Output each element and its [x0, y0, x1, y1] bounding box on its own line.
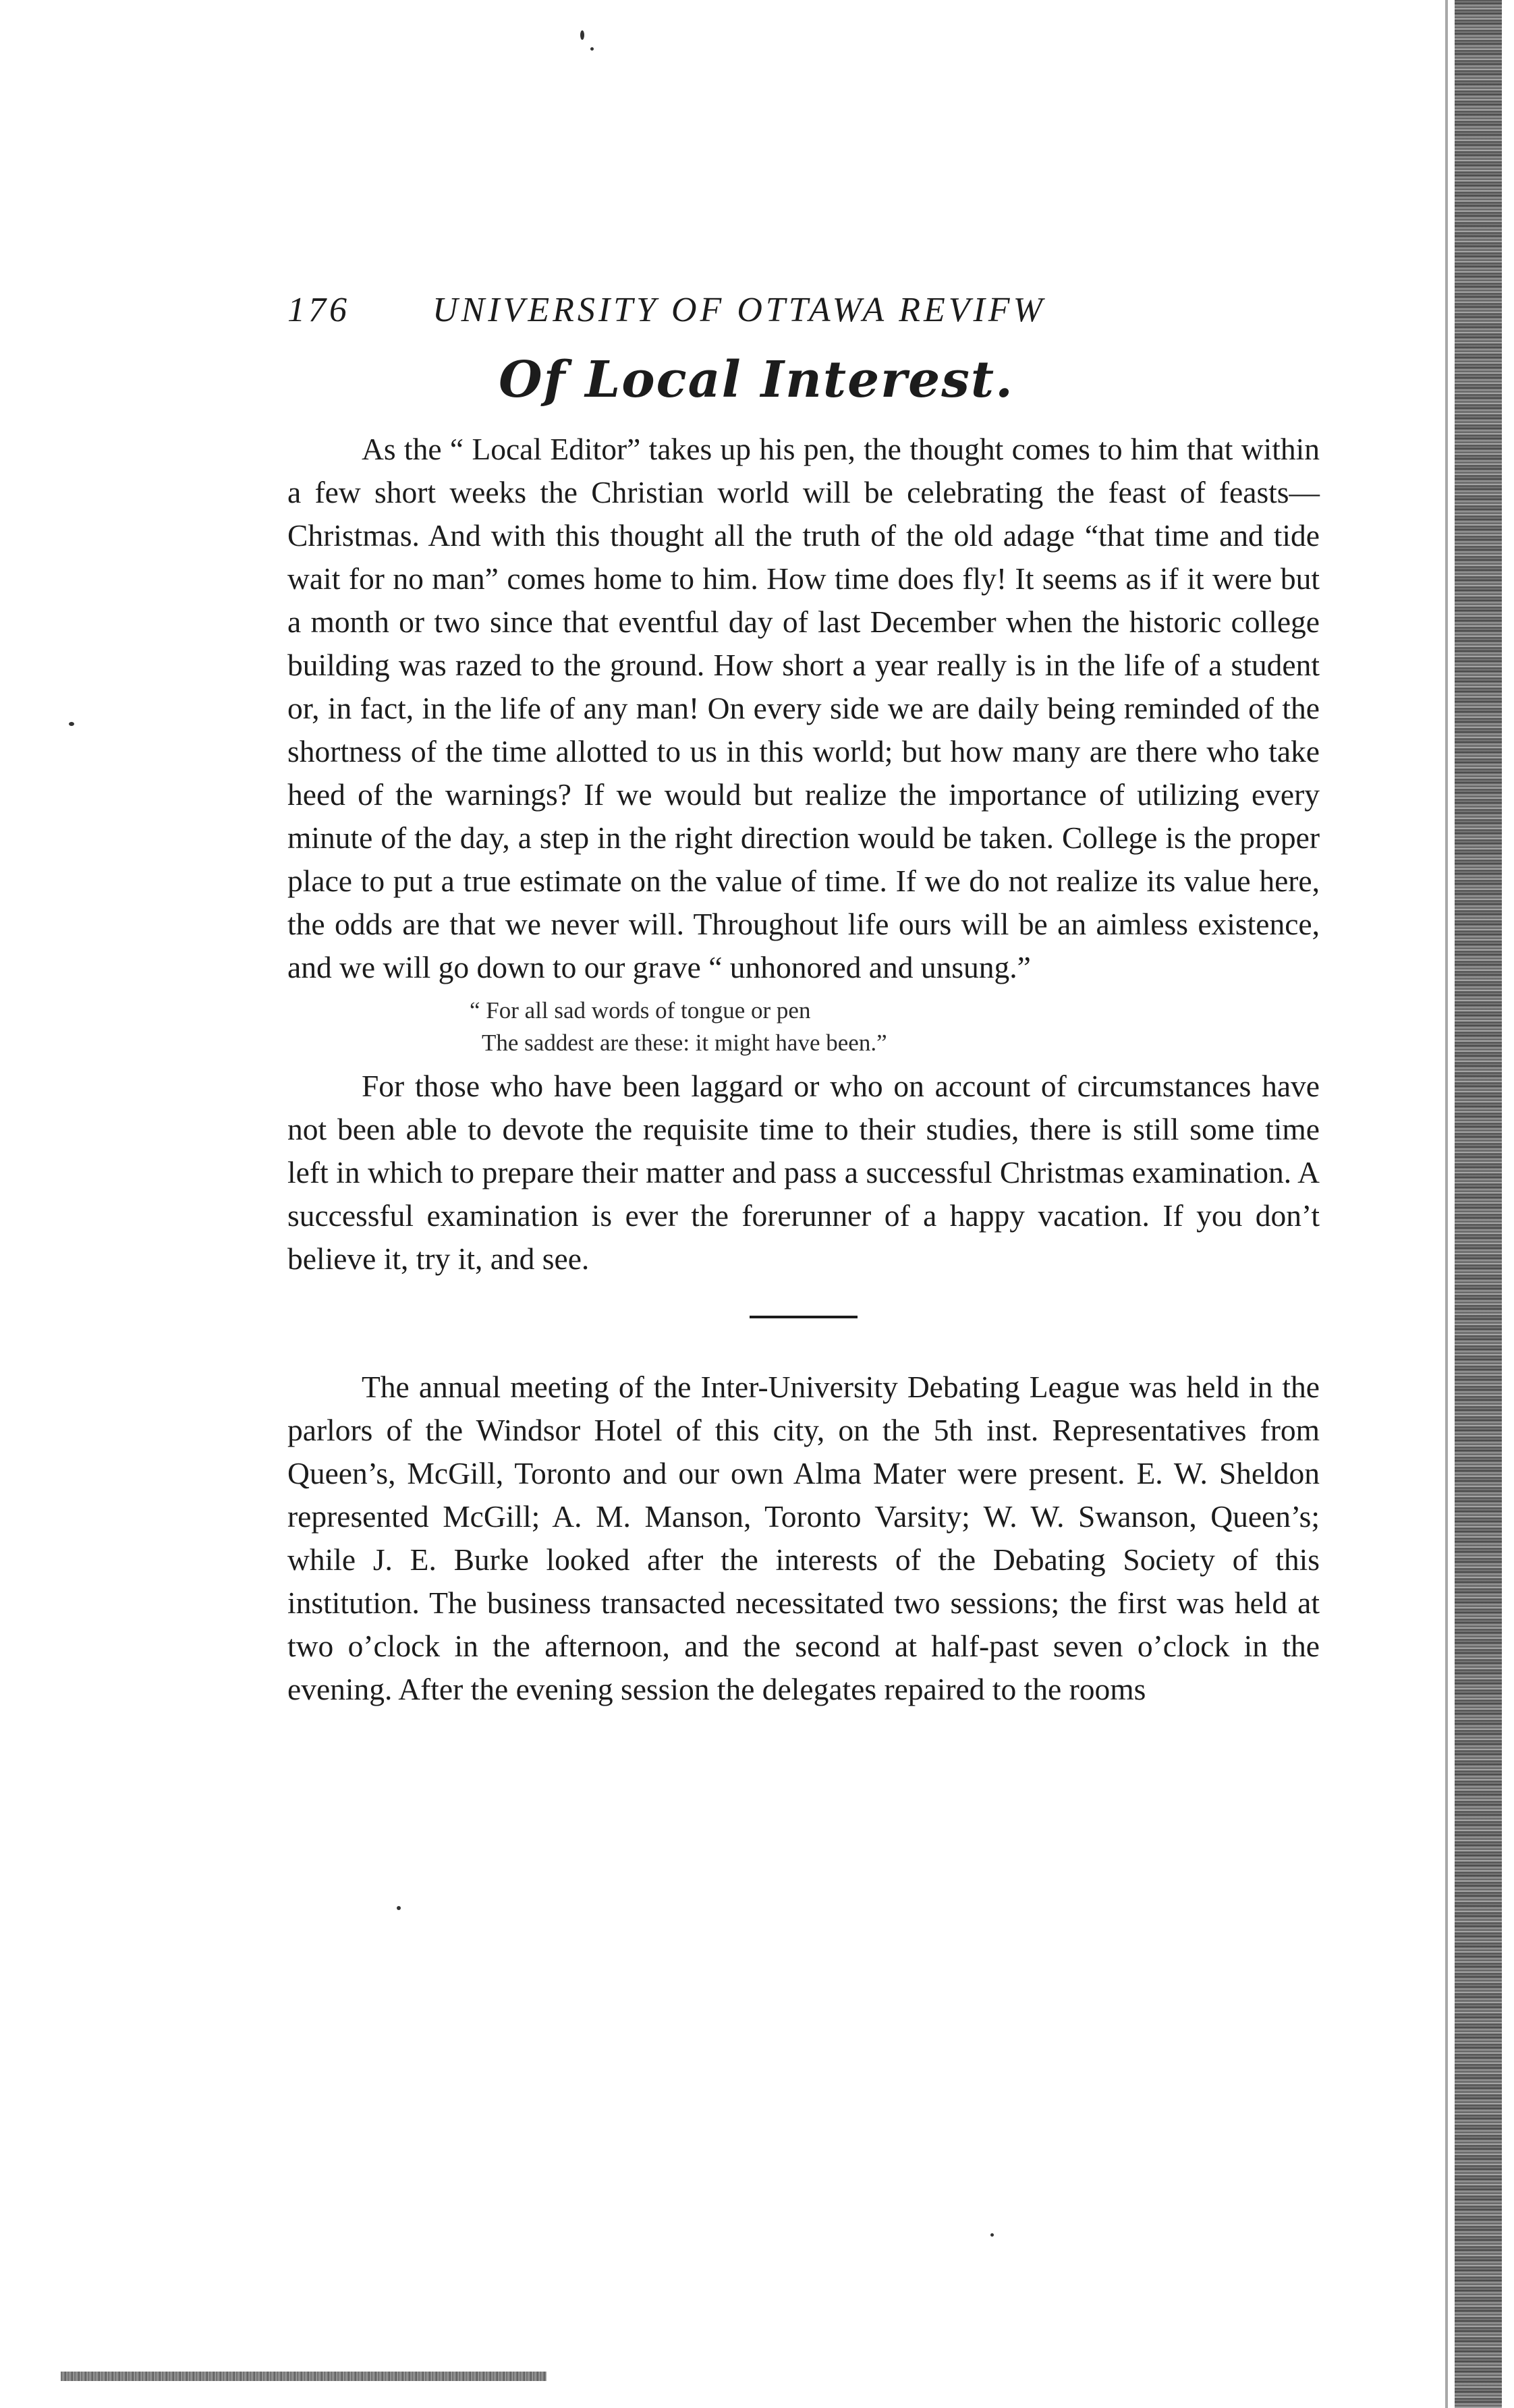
journal-title: UNIVERSITY OF OTTAWA REVIFW [432, 291, 1046, 329]
running-head [287, 290, 1320, 344]
paragraph-local-editor: As the “ Local Editor” takes up his pen, the thought comes to him that within a few short weeks the Christian world will be celebrating the feast of feasts—Christmas. And with this thought all the truth of the old adage “that time and tide wait for no man” comes home to him. How time does fly! It seems as if it were but a month or two since that eventful day of last December when the historic college building was razed to the ground. How short a year really is in the life of a student or, in fact, in the life of any man! On every side we are daily being reminded of the shortness of the time allotted to us in this world; but how many are there who take heed of the warnings? If we would but realize the importance of utilizing every minute of the day, a step in the right direction would be taken. College is the proper place to put a true estimate on the value of time. If we do not realize its value here, the odds are that we never will. Throughout life ours will be an aimless existence, and we will go down to our grave “ unhonored and unsung.” [287, 432, 1320, 984]
paragraph-debating-league: The annual meeting of the Inter-University Debating League was held in the parlors of the Windsor Hotel of this city, on the 5th inst. Representatives from Queen’s, McGill, Toronto and our own Alma Mater were present. E. W. Sheldon represented McGill; A. M. Manson, Toronto Varsity; W. W. Swanson, Queen’s; while J. E. Burke looked after the interests of the Debating Society of this institution. The business transacted necessitated two sessions; the first was held at two o’clock in the afternoon, and the second at half-past seven o’clock in the evening. After the evening session the delegates repaired to the rooms [287, 1370, 1320, 1706]
section-divider [750, 1316, 858, 1318]
quoted-verse-line: “ For all sad words of tongue or pen [470, 997, 811, 1024]
scan-speck [590, 47, 594, 51]
scan-speck [69, 722, 74, 726]
paragraph-examination: For those who have been laggard or who on account of circumstances have not been able to devote the requisite time to their studies, there is still some time left in which to prepare their matter and pass a successful Christmas examination. A successful examination is ever the forerunner of a happy vacation. If you don’t believe it, try it, and see. [287, 1069, 1320, 1276]
scan-speck [990, 2233, 994, 2237]
scan-binding-edge [1455, 0, 1502, 2408]
scan-speck [580, 30, 584, 40]
quoted-verse [470, 995, 1320, 1059]
scan-speck [397, 1906, 401, 1910]
page-number: 176 [287, 291, 350, 329]
quoted-verse-line: The saddest are these: it might have been.” [482, 1030, 887, 1056]
scan-bottom-edge [61, 2372, 546, 2381]
section-title: Of Local Interest. [499, 351, 1014, 409]
document-page [287, 290, 1320, 1711]
